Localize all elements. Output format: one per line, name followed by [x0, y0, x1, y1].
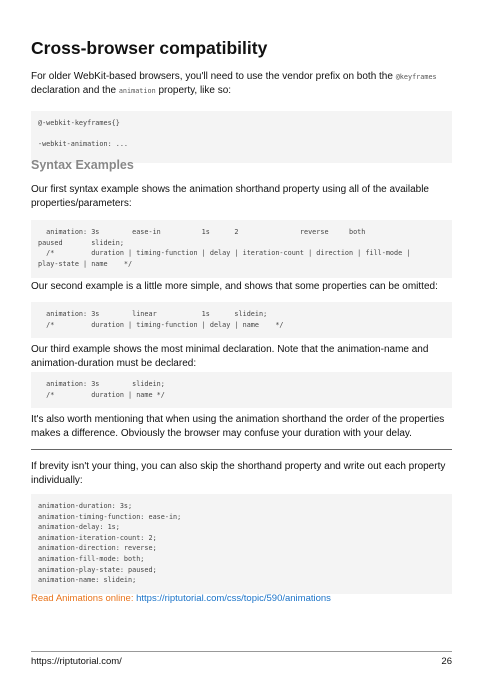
intro-paragraph: [31, 70, 452, 98]
full-syntax-code-block: animation: 3s ease-in 1s 2 reverse both paused slidein; /* duration | timing-function | delay | iteration-count | direction | fill-mode | play-state | name */: [31, 220, 452, 278]
longhand-paragraph: If brevity isn't your thing, you can also skip the shorthand property and write out each property individually:: [31, 461, 446, 486]
footer-url[interactable]: https://riptutorial.com/: [31, 656, 122, 667]
longhand-code-block: animation-duration: 3s; animation-timing-function: ease-in; animation-delay: 1s; animation-iteration-count: 2; animation-direction: reverse; animation-fill-mode: both; animation-play-state: paused; animation-name: slidein;: [31, 494, 452, 594]
intro-text-c: property, like so:: [155, 85, 232, 96]
intro-text-b: declaration and the: [31, 85, 119, 96]
syntax-heading: Syntax Examples: [31, 158, 134, 172]
minimal-syntax-code-block: animation: 3s slidein; /* duration | name */: [31, 372, 452, 408]
first-example-paragraph: Our first syntax example shows the animation shorthand property using all of the available properties/parameters:: [31, 184, 429, 209]
footer-divider: [31, 651, 452, 652]
read-more-link[interactable]: https://riptutorial.com/css/topic/590/animations: [136, 593, 331, 604]
read-more-line: [31, 593, 331, 604]
page-title: Cross-browser compatibility: [31, 38, 268, 58]
order-note-paragraph: It's also worth mentioning that when using the animation shorthand the order of the properties makes a difference. Obviously the browser may confuse your duration with your delay.: [31, 414, 445, 439]
simple-syntax-code-block: animation: 3s linear 1s slidein; /* duration | timing-function | delay | name */: [31, 302, 452, 338]
webkit-code-block: @-webkit-keyframes{} -webkit-animation: ...: [31, 111, 452, 163]
animation-inline-code: animation: [118, 87, 156, 95]
third-example-paragraph: Our third example shows the most minimal declaration. Note that the animation-name and animation-duration must be declared:: [31, 344, 429, 369]
section-divider: [31, 449, 452, 450]
page-number: 26: [441, 656, 452, 667]
keyframes-inline-code: @keyframes: [395, 73, 437, 81]
second-example-paragraph: Our second example is a little more simple, and shows that some properties can be omitted:: [31, 281, 438, 292]
read-more-prefix: Read Animations online:: [31, 593, 137, 604]
intro-text-a: For older WebKit-based browsers, you'll need to use the vendor prefix on both the: [31, 71, 396, 82]
